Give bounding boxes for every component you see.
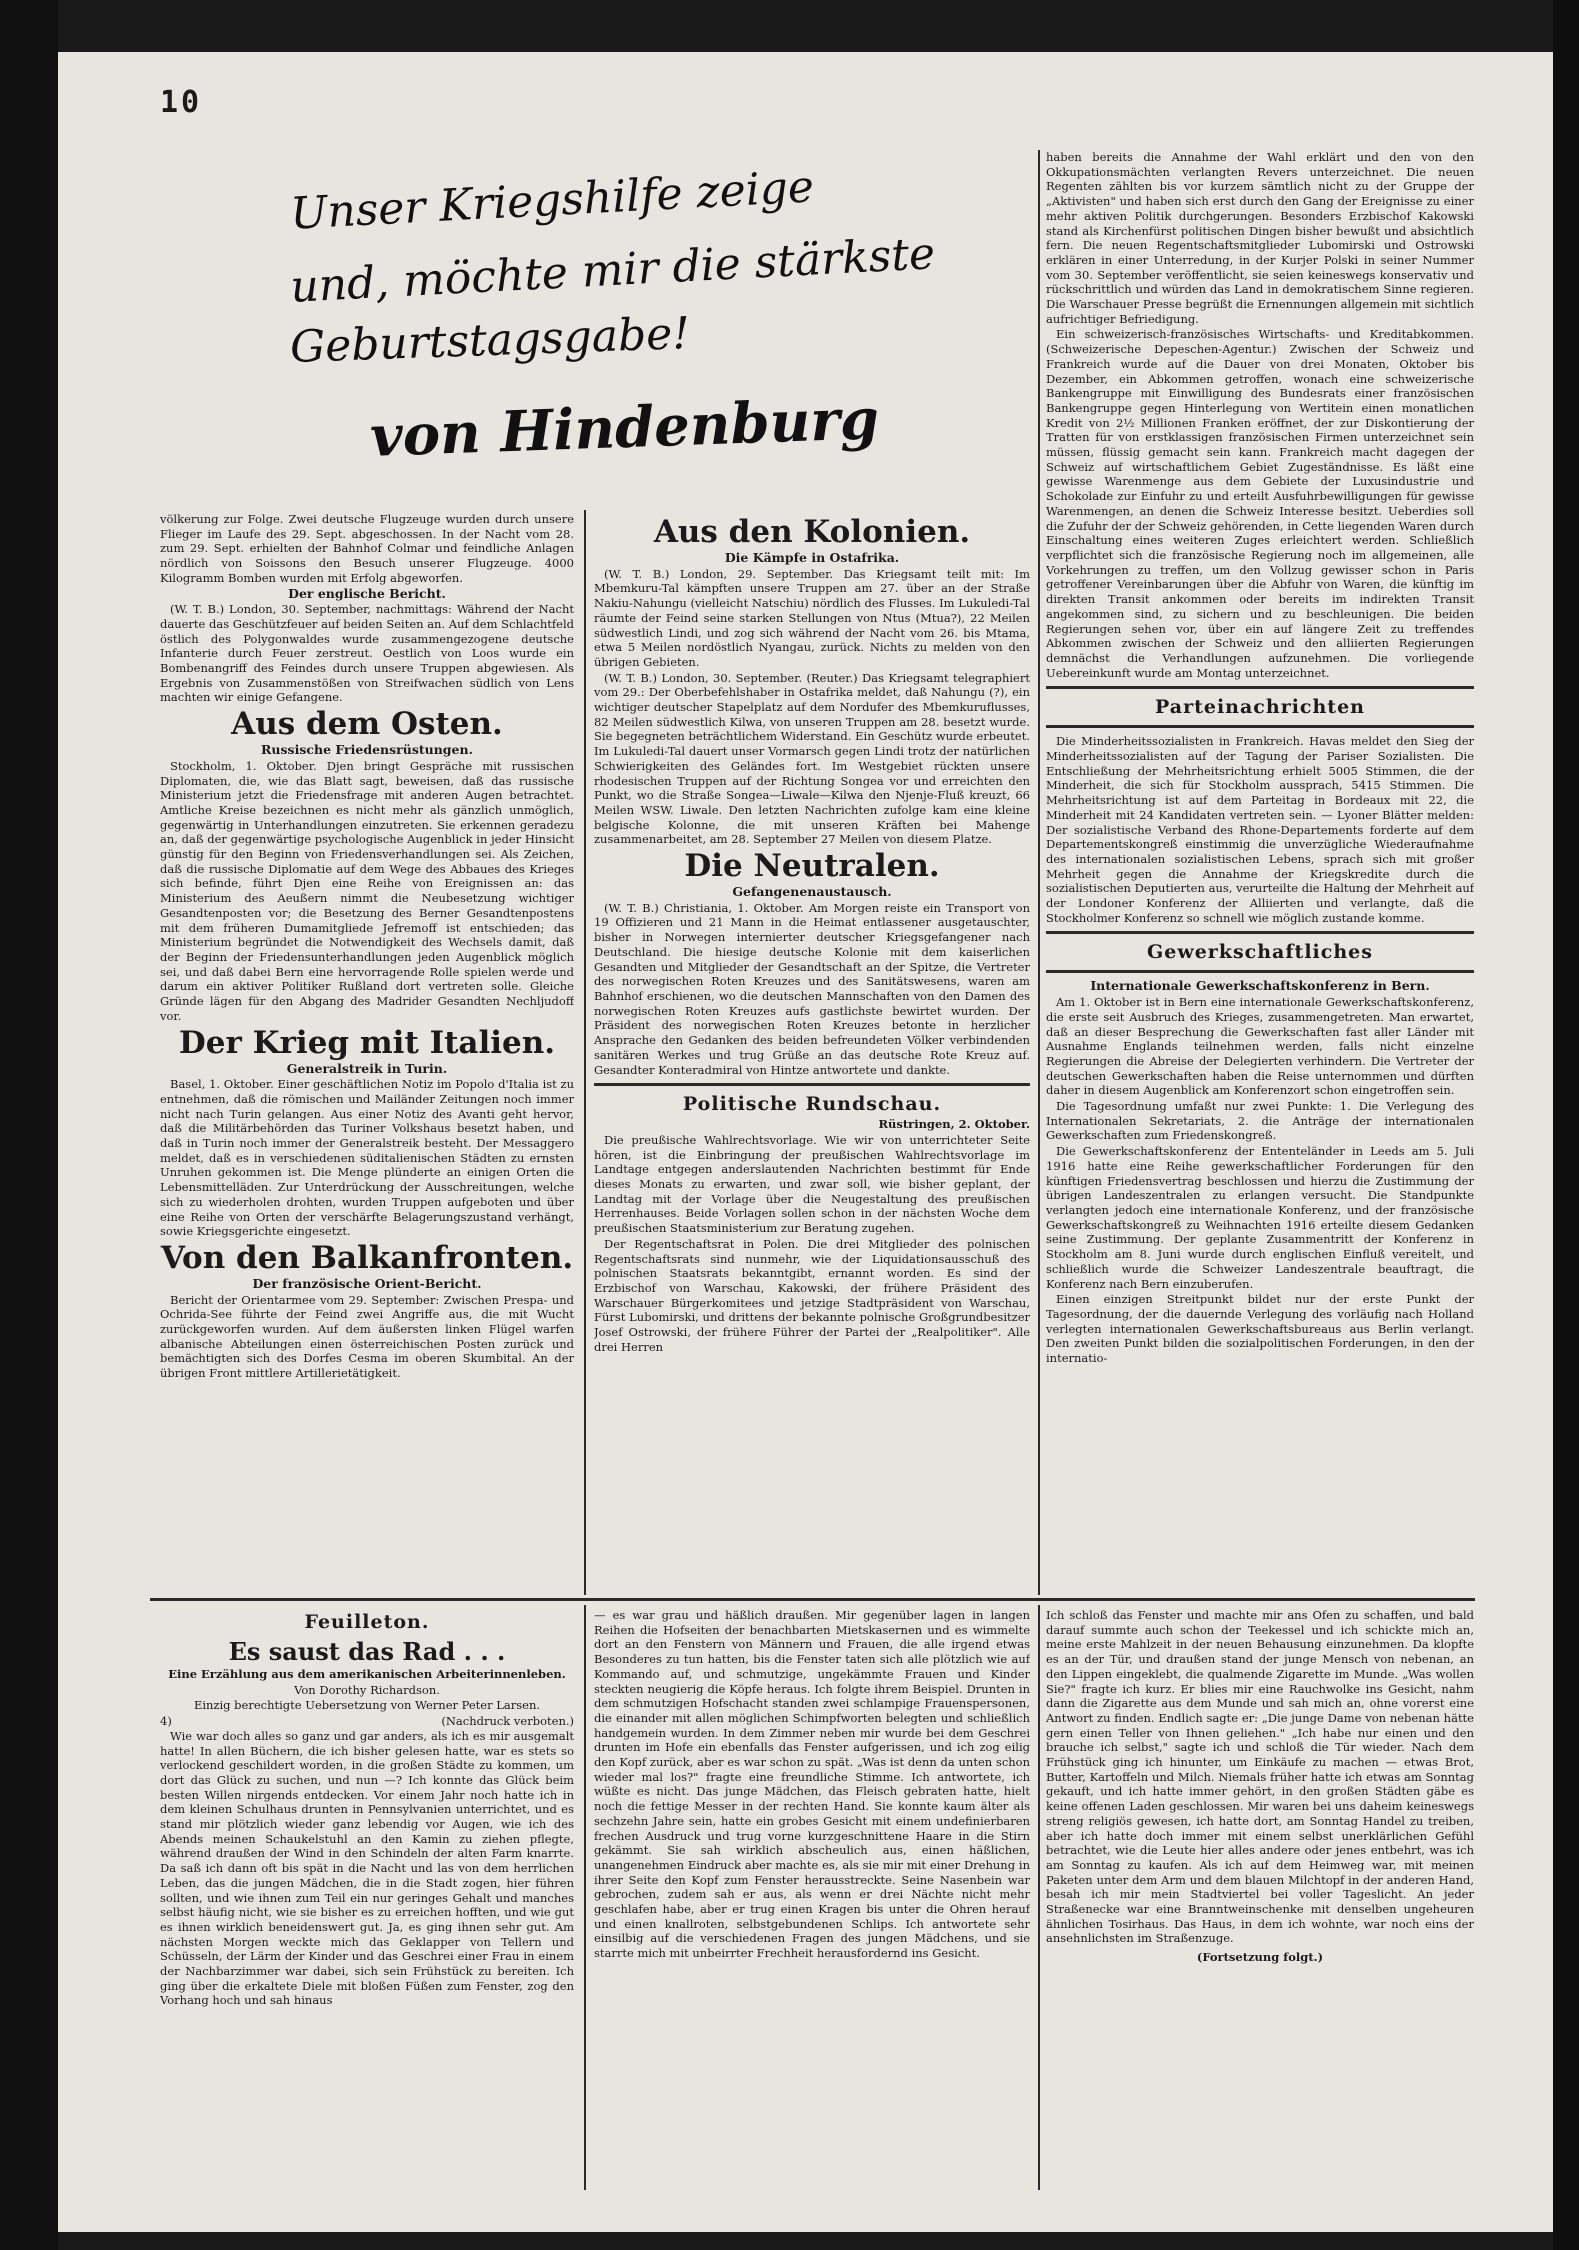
column-2 [594,512,1030,1594]
article-subhead: Internationale Gewerkschaftskonferenz in Bern. [1090,978,1430,994]
book-edge [1553,0,1579,2250]
handwritten-line-3: Geburtstagsgabe! [289,308,691,373]
article-subhead: Der englische Bericht. [288,585,446,601]
article-headline: Von den Balkanfronten. [160,1239,574,1276]
article-text: Die preußische Wahlrechtsvorlage. Wie wir von unterrichteter Seite hören, ist die Einbringung der preußischen Wahlrechtsvorlage im Landtage entgegen anderslautenden Nachrichten bestimmt für Ende dieses Monats zu erwarten, und zwar soll, wie bisher geplant, der Landtag mit der Vorlage über die Neugestaltung des preußischen Herrenhauses. Beide Vorlagen sollen schon in der nächsten Woche dem preußischen Staatsministerium zur Beratung zugehen. [594,1132,1030,1236]
section-rule [1046,970,1474,973]
story-text: Ich schloß das Fenster und machte mir ans Ofen zu schaffen, und bald darauf summte auch schon der Teekessel und ich schickte mich an, meine erste Mahlzeit in der neuen Behausung einzunehmen. Da klopfte es an der Tür, und draußen stand der junge Mensch von nebenan, an den Lippen eingeklebt, die qualmende Zigarette im Munde. „Was wollen Sie?" fragte ich kurz. Er blies mir eine Rauchwolke ins Gesicht, nahm dann die Zigarette aus dem Munde und sah mich an, ohne vorerst eine Antwort zu finden. Endlich sagte er: „Die junge Dame von nebenan hätte gern einen Teller von Ihnen geliehen." „Ich habe nur einen und den brauche ich selbst," sagte ich und schloß die Tür wieder. Nach dem Frühstück ging ich hinunter, um Einkäufe zu machen — etwas Brot, Butter, Kartoffeln und Milch. Niemals früher hatte ich etwas am Sonntag gekauft, und ich hatte immer gehört, in den großen Städten gäbe es keine offenen Laden geschlossen. Mir waren bei uns daheim keineswegs streng religiös gewesen, ich hatte dort, am Sonntag Handel zu treiben, aber ich hatte doch immer mit einem selbst unerklärlichen Gefühl betrachtet, wie die Leute hier alles andere oder jenes entbehrt, was ich am Sonntag zu kaufen. Als ich auf dem Heimweg war, mit meinen Paketen unter dem Arm und dem blauen Milchtopf in der anderen Hand, besah ich mir mein Stadtviertel bei voller Tageslicht. An jeder Straßenecke war eine Branntweinschenke mit denselben ungeheuren ähnlichen Tosirhaus. Das Haus, in dem ich wohnte, war noch eins der ansehnlichsten im Straßenzuge. [1046,1608,1474,1946]
section-heading: Parteinachrichten [1155,696,1365,719]
story-part: 4) [160,1714,172,1729]
reprint-notice: (Nachdruck verboten.) [441,1714,574,1729]
article-text: (W. T. B.) London, 29. September. Das Kriegsamt teilt mit: Im Mbemkuru-Tal kämpften unsere Truppen am 27. über an der Straße Nakiu-Nahungu (vielleicht Natschiu) nördlich des Flusses. Im Lukuledi-Tal räumte der Feind seine starken Stellungen von Ntus (Mtua?), 22 Meilen südwestlich Lindi, und zog sich während der Nacht vom 26. bis Mtama, etwa 5 Meilen nordöstlich Nyangau, zurück. Nichts zu melden von den übrigen Gebieten. [594,566,1030,669]
article-headline: Die Neutralen. [684,848,940,885]
story-subtitle: Eine Erzählung aus dem amerikanischen Arbeiterinnenleben. [168,1667,566,1681]
article-subhead: Die Kämpfe in Ostafrika. [724,550,900,565]
section-rule [1046,931,1474,934]
article-text: haben bereits die Annahme der Wahl erklärt und den von den Okkupationsmächten verlangten Revers unterzeichnet. Die neuen Regenten zählten bis vor kurzem sämtlich nicht zu der Gruppe der „Aktivisten" und haben sich erst durch den Gang der Ereignisse zu einer mehr aktiven Politik durchgerungen. Besonders Erzbischof Kakowski stand als Kirchenfürst politischen Dingen bisher bewußt und absichtlich fern. Die neuen Regentschaftsmitglieder Lubomirski und Ostrowski erklären in einer Unterredung, in der Kurjer Polski in seiner Nummer vom 30. September veröffentlicht, sie seien keineswegs konservativ und rückschrittlich und würden das Land in demokratischem Sinne regieren. Die Warschauer Presse begrüßt die Ernennungen allgemein mit sichtlich aufrichtiger Befriedigung. [1046,150,1474,326]
handwritten-signature: von Hindenburg [369,386,881,470]
story-author: Von Dorothy Richardson. [294,1682,440,1697]
article-text: Basel, 1. Oktober. Einer geschäftlichen Notiz im Popolo d'Italia ist zu entnehmen, daß die römischen und Mailänder Zeitungen noch immer nicht nach Turin gelangen. Aus einer Notiz des Avanti geht hervor, daß die Militärbehörden das Turiner Volkshaus besetzt haben, und daß in Turin noch immer der Generalstreik besteht. Der Messaggero meldet, daß es in verschiedenen süditalienischen Städten zu ernsten Unruhen gekommen ist. Die Menge plünderte an einigen Orten die Lebensmittelläden. Zur Unterdrückung der Ausschreitungen, welche sich zu wiederholen drohten, wurden Truppen aufgeboten und über eine Reihe von Orten der verschärfte Belagerungszustand verhängt, sowie Kriegsgerichte eingesetzt. [160,1077,574,1239]
feuilleton-rule [150,1598,1475,1601]
section-heading: Politische Rundschau. [682,1093,942,1116]
article-headline: Aus dem Osten. [231,706,503,743]
column-rule-1 [584,510,586,1595]
article-subhead: Russische Friedensrüstungen. [261,742,473,758]
article-text: Der Regentschaftsrat in Polen. Die drei Mitglieder des polnischen Regentschaftsrats sind nunmehr, wie der Liquidationsausschuß des polnischen Staatsrats bekanntgibt, ernannt worden. Es sind der Erzbischof von Warschau, Kakowski, der frühere Präsident des Warschauer Bürgerkomitees und jetzige Stadtpräsident von Warschau, Fürst Lubomirski, und drittens der bekannte polnische Großgrundbesitzer Josef Ostrowski, der frühere Führer der Partei der „Realpolitiker". Alle drei Herren [594,1236,1030,1354]
article-text: Die Tagesordnung umfaßt nur zwei Punkte: 1. Die Verlegung des Internationalen Sekretariats, 2. die Anträge der internationalen Gewerkschaften zum Friedenskongreß. [1046,1099,1474,1143]
continuation-notice: (Fortsetzung folgt.) [1196,1950,1324,1965]
article-text: Bericht der Orientarmee vom 29. September: Zwischen Prespa- und Ochrida-See führte der Feind zwei Angriffe aus, die mit Wucht zurückgeworfen wurden. Auf dem äußersten linken Flügel warfen albanische Abteilungen einen österreichischen Posten zurück und bemächtigten sich des Dorfes Cesma im oberen Skumbital. An der übrigen Front mittlere Artillerietätigkeit. [160,1292,574,1381]
story-title: Es saust das Rad . . . [228,1637,506,1666]
article-text: völkerung zur Folge. Zwei deutsche Flugzeuge wurden durch unsere Flieger im Laufe des 29. Sept. abgeschossen. In der Nacht vom 28. zum 29. Sept. erhielten der Bahnhof Colmar und feindliche Anlagen nördlich von Soissons den Besuch unserer Flugzeuge. 4000 Kilogramm Bomben wurden mit Erfolg abgeworfen. [160,512,574,585]
column-3 [1046,150,1474,1594]
article-text: Einen einzigen Streitpunkt bildet nur der erste Punkt der Tagesordnung, der die dauernde Verlegung des vorläufig nach Holland verlegten internationalen Gewerkschaftsbureaus aus Berlin verlangt. Den zweiten Punkt bilden die sozialpolitischen Forderungen, in den der internatio- [1046,1292,1474,1366]
handwritten-line-2: und, möchte mir die stärkste [289,228,937,313]
article-text: Am 1. Oktober ist in Bern eine internationale Gewerkschaftskonferenz, die erste seit Ausbruch des Krieges, zusammengetreten. Man erwartet, daß an dieser Besprechung die Gewerkschaften fast aller Länder mit Ausnahme Englands teilnehmen werden, falls nicht einzelne Regierungen die Abreise der Delegierten verhindern. Die Vertreter der deutschen Gewerkschaften haben die Reise unternommen und dürften daher in diesem Augenblick am Konferenzort schon eingetroffen sein. [1046,995,1474,1098]
feuilleton-rule-1 [584,1605,586,2190]
section-rule [594,1083,1030,1086]
section-heading: Gewerkschaftliches [1147,941,1373,964]
feuilleton-column-2 [594,1608,1030,2188]
page-number: 10 [160,85,203,120]
article-text: (W. T. B.) Christiania, 1. Oktober. Am Morgen reiste ein Transport von 19 Offizieren und 21 Mann in die Heimat entlassener ausgetauschter, bisher in Norwegen internierter deutscher Kriegsgefangener nach Deutschland. Die hiesige deutsche Kolonie mit dem kaiserlichen Gesandten und Mitglieder der Gesandtschaft an der Spitze, die Vertreter des norwegischen Roten Kreuzes und des Sanitätswesens, waren am Bahnhof erschienen, wo die deutschen Mannschaften von den Damen des norwegischen Roten Kreuzes aufs gastlichste bewirtet wurden. Der Präsident des norwegischen Roten Kreuzes betonte in herzlicher Ansprache den Gedanken des beiden befreundeten Völker verbindenden sanitären Werkes und trug Grüße an das deutsche Rote Kreuz auf. Gesandter Konteradmiral von Hintze antwortete und dankte. [594,900,1030,1077]
handwritten-line-1: Unser Kriegshilfe zeige [289,161,816,240]
feuilleton-column-3 [1046,1608,1474,2188]
article-headline: Der Krieg mit Italien. [178,1024,556,1061]
section-rule [1046,686,1474,689]
article-text: Stockholm, 1. Oktober. Djen bringt Gespräche mit russischen Diplomaten, die, wie das Blatt sagt, beweisen, daß das russische Ministerium jetzt die Friedensfrage mit anderen Augen betrachtet. Amtliche Kreise bezeichnen es nicht mehr als gänzlich unmöglich, gegenwärtig in Unterhandlungen einzutreten. Sie erkennen geradezu an, daß der gegenwärtige psychologische Augenblick in jeder Hinsicht günstig für den Beginn von Friedensverhandlungen sei. Als Zeichen, daß die russische Diplomatie auf dem Wege des Abbaues des Krieges sich befinde, führt Djen eine Reihe von Ereignissen an: das Ministerium des Aeußern nimmt die Neubesetzung wichtiger Gesandtenposten vor; die Besetzung des Berner Gesandtenpostens mit dem früheren Dumamitgliede Jefremoff ist entschieden; das Ministerium begründet die Notwendigkeit des Wechsels damit, daß der Beginn der Friedensunterhandlungen jeden Augenblick möglich sei, und daß dabei Bern eine hervorragende Rolle spielen werde und darum ein aktiver Politiker Rußland dort vertreten solle. Gleiche Gründe lägen für den Abgang des Madrider Gesandten Nechljudoff vor. [160,758,574,1023]
column-1 [160,512,574,1594]
feuilleton-label: Feuilleton. [304,1611,430,1633]
article-text: Ein schweizerisch-französisches Wirtschafts- und Kreditabkommen. (Schweizerische Depeschen-Agentur.) Zwischen der Schweiz und Frankreich wurde auf die Dauer von drei Monaten, Oktober bis Dezember, ein Abkommen getroffen, wonach eine schweizerische Bankengruppe mit Einwilligung des Bundesrats einer französischen Bankengruppe gegen Hinterlegung von Wertitein einen monatlichen Kredit von 2½ Millionen Franken eröffnet, der zur Diskontierung der Tratten für von erstklassigen französischen Firmen unterzeichnet sein müssen, flüssig gemacht sein kann. Frankreich macht dagegen der Schweiz auf wirtschaftlichem Gebiet Zugeständnisse. Es läßt eine gewisse Warenmenge aus dem Gebiete der Luxusindustrie und Schokolade zur Einfuhr zu und erteilt Ausfuhrbewilligungen für gewisse Warenmengen, an denen die Schweiz Interesse besitzt. Ueberdies soll die Zufuhr der der Schweiz gehörenden, in Cette liegenden Waren durch Einschaltung eines weiteren Zuges erleichtert werden. Schließlich verpflichtet sich die französische Regierung noch im allgemeinen, alle Vorkehrungen zu treffen, um den Vollzug gewisser schon in Paris getroffener Vereinbarungen über die Abfuhr von Waren, die künftig im direkten Transit ankommen oder bereits im indirekten Transit angekommen sind, zu sichern und zu beschleunigen. Die beiden Regierungen sehen vor, über ein auf längere Zeit zu treffendes Abkommen zwischen der Schweiz und den alliierten Regierungen demnächst die Verhandlungen aufzunehmen. Die vorliegende Uebereinkunft wurde am Montag unterzeichnet. [1046,327,1474,680]
story-text: Wie war doch alles so ganz und gar anders, als ich es mir ausgemalt hatte! In allen Büchern, die ich bisher gelesen hatte, war es stets so verlockend geschildert worden, in die großen Städte zu kommen, um dort das Glück zu suchen, und nun —? Ich konnte das Glück beim besten Willen nirgends entdecken. Vor einem Jahr noch hatte ich in dem kleinen Schulhaus drunten in Pennsylvanien unterrichtet, und es stand mir plötzlich wieder ganz lebendig vor Augen, wie ich des Abends meinen Schaukelstuhl an den Kamin zu ziehen pflegte, während draußen der Wind in den Schindeln der alten Farm knarrte. Da saß ich dann oft bis spät in die Nacht und las von dem herrlichen Leben, das die jungen Mädchen, die in die Stadt zogen, hier führen sollten, und wie ihnen zum Teil ein nur geringes Gehalt und manches selbst häufig nicht, wie sie bisher es zu erreichen hofften, und wie gut es ihnen wirklich beneidenswert gut. Ja, es ging ihnen sehr gut. Am nächsten Morgen weckte mich das Geklapper von Tellern und Schüsseln, der Lärm der Kinder und das Geschrei einer Frau in einem der Nachbarzimmer war dabei, sich sein Frühstück zu bereiten. Ich ging über die erkaltete Diele mit bloßen Füßen zum Fenster, zog den Vorhang hoch und sah hinaus [160,1728,574,2008]
article-subhead: Gefangenenaustausch. [732,884,892,900]
article-text: Die Gewerkschaftskonferenz der Ententeländer in Leeds am 5. Juli 1916 hatte eine Reihe gewerkschaftlicher Forderungen für den künftigen Friedensvertrag beschlossen und hierzu die Zustimmung der übrigen Landeszentralen zu erlangen versucht. Die Standpunkte verlangten jedoch eine internationale Konferenz, und der französische Gewerkschaftskongreß zu Weihnachten 1916 erteilte diesem Gedanken seine Zustimmung. Der geplante Zusammentritt der Konferenz in Stockholm am 8. Juni wurde durch englischen Einfluß vereitelt, und schließlich wurde die Schweizer Landeszentrale beauftragt, die Konferenz nach Bern einzuberufen. [1046,1144,1474,1291]
column-rule-2 [1038,150,1040,1595]
feuilleton-rule-2 [1038,1605,1040,2190]
book-spine [0,0,58,2250]
article-text: (W. T. B.) London, 30. September. (Reuter.) Das Kriegsamt telegraphiert vom 29.: Der Oberbefehlshaber in Ostafrika meldet, daß Nahungu (?), ein wichtiger deutscher Stapelplatz auf dem Nordufer des Mbemkuruflusses, 82 Meilen südwestlich Kilwa, von unseren Truppen am 28. besetzt wurde. Sie begegneten beträchtlichem Widerstand. Ein Geschütz wurde erbeutet. Im Lukuledi-Tal dauert unser Vormarsch gegen Lindi trotz der natürlichen Schwierigkeiten des Geländes fort. Im Westgebiet rückten unsere rhodesischen Truppen auf der Richtung Songea vor und erreichten den Punkt, wo die Straße Songea—Liwale—Kilwa den Njenje-Fluß kreuzt, 66 Meilen WSW. Liwale. Den letzten Nachrichten zufolge kam eine kleine belgische Kolonne, die mit unseren Kräften bei Mahenge zusammenarbeitet, am 28. September 27 Meilen von diesem Platze. [594,670,1030,847]
article-subhead: Generalstreik in Turin. [286,1060,448,1076]
dateline: Rüstringen, 2. Oktober. [878,1117,1030,1132]
feuilleton-column-1 [160,1608,574,2188]
story-text: — es war grau und häßlich draußen. Mir gegenüber lagen in langen Reihen die Hofseiten der benachbarten Mietskasernen und es wimmelte dort an den Fenstern von Männern und Frauen, die alle irgend etwas Besonderes zu tun hatten, bis die Fenster taten sich alle plötzlich wie auf Kommando auf, und schmutzige, ungekämmte Frauen und Kinder steckten neugierig die Köpfe heraus. Ich folgte ihrem Beispiel. Drunten in dem schmutzigen Hofschacht standen zwei schlampige Frauenspersonen, die einander mit allen möglichen Schimpfworten belegten und schließlich handgemein wurden. In dem Zimmer neben mir wurde bei dem Geschrei drunten im Hofe ein ebenfalls das Fenster aufgerissen, und ich zog eilig den Kopf zurück, aber es war schon zu spät. „Was ist denn da unten schon wieder mal los?" fragte eine freundliche Stimme. Ich antwortete, ich wüßte es nicht. Das junge Mädchen, das Fleisch gebraten hatte, hielt noch die fettige Messer in der rechten Hand. Sie konnte kaum älter als sechzehn Jahre sein, hatte ein grobes Gesicht mit einem undefinierbaren frechen Ausdruck und trug vorne kurzgeschnittene Haare in die Stirn gekämmt. Sie sah wirklich abscheulich aus, einen häßlichen, unangenehmen Eindruck aber machte es, als sie mir mit einer Drehung in ihrer Seite den Kopf zum Fenster herausstreckte. Seine Nasenbein war gebrochen, zudem sah er aus, als wenn er drei Nächte nicht mehr geschlafen habe, aber er trug einen Kragen bis unter die Ohren herauf und einen knallroten, selbstgebundenen Schlips. Ich antwortete sehr einsilbig auf die verschiedenen Fragen des jungen Mädchens, und sie starrte mich mit unbeirrter Frechheit herausfordernd ins Gesicht. [594,1608,1030,1961]
article-headline: Aus den Kolonien. [653,514,971,550]
story-translation: Einzig berechtigte Uebersetzung von Werner Peter Larsen. [193,1698,541,1713]
article-text: (W. T. B.) London, 30. September, nachmittags: Während der Nacht dauerte das Geschützfeuer auf beiden Seiten an. Auf dem Schlachtfeld östlich des Polygonwaldes wurde zusammengezogene deutsche Infanterie durch Feuer zerstreut. Oestlich von Loos wurde ein Bombenangriff des Feindes durch unsere Truppen abgewiesen. Als Ergebnis von Zusammenstößen von Streifwachen südlich von Lens machten wir einige Gefangene. [160,602,574,705]
article-text: Die Minderheitssozialisten in Frankreich. Havas meldet den Sieg der Minderheitssozialisten auf der Tagung der Pariser Sozialisten. Die Entschließung der Mehrheitsrichtung erhielt 5005 Stimmen, die der Minderheit, die sich für Stockholm aussprach, 5415 Stimmen. Die Mehrheitsrichtung ist auf dem Parteitag in Bordeaux mit 22, die Minderheit mit 24 Kandidaten vertreten sein. — Lyoner Blätter melden: Der sozialistische Verband des Rhone-Departements forderte auf dem Departementskongreß einstimmig die unverzügliche Wiederaufnahme des internationalen sozialistischen Lebens, sprach sich mit großer Mehrheit gegen die Annahme der Kriegskredite durch die sozialistischen Deputierten aus, verurteilte die Haltung der Mehrheit auf der Londoner Konferenz der Alliierten und verlangte, daß die Stockholmer Konferenz so schnell wie möglich zustande komme. [1046,734,1474,925]
article-subhead: Der französische Orient-Bericht. [252,1275,482,1291]
section-rule [1046,725,1474,728]
